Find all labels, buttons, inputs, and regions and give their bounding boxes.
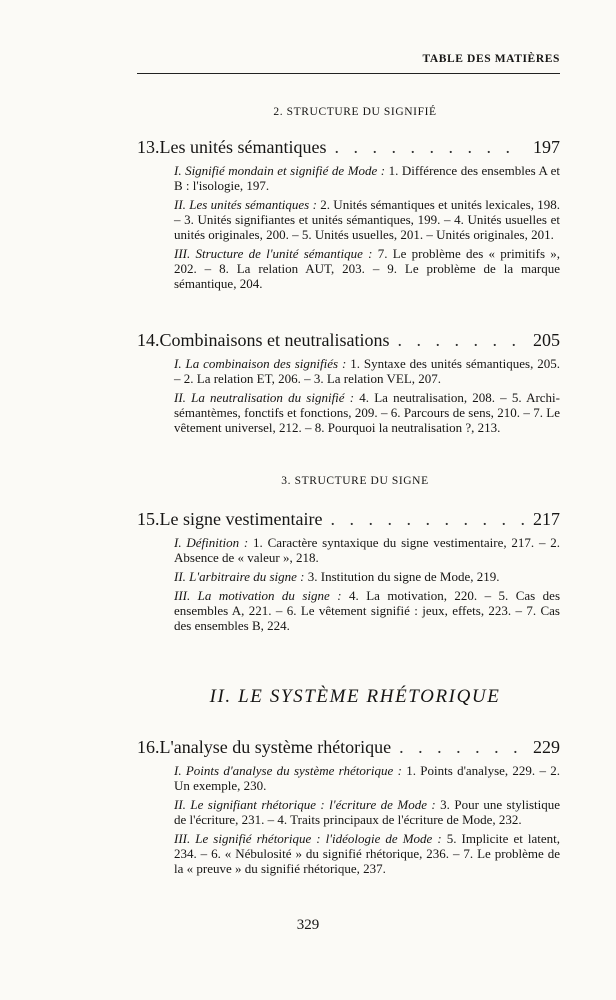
section-text: 3. Pour une stylistique de l'écriture, 231. – 4. Traits principaux de l'écriture de Mode, 232. <box>174 797 560 827</box>
section-entry <box>174 763 560 793</box>
section-label: I. Signifié mondain et signifié de Mode : <box>174 163 386 178</box>
chapter-page: 229 <box>533 737 560 757</box>
section-entry <box>174 535 560 565</box>
leader-dots <box>330 509 525 530</box>
leader-dots <box>399 737 525 758</box>
chapter-title: Combinaisons et neutralisations <box>159 330 390 350</box>
section-text: 4. La motivation, 220. – 5. Cas des ensembles A, 221. – 6. Le vêtement signifié : jeux, effets, 223. – 7. Cas des ensembles B, 224. <box>174 588 561 633</box>
chapter-page: 197 <box>533 137 560 157</box>
running-title: TABLE DES MATIÈRES <box>422 53 560 65</box>
chapter-16 <box>137 737 560 876</box>
chapter-number: 15. <box>137 509 160 529</box>
part-heading-signified: 2. STRUCTURE DU SIGNIFIÉ <box>273 106 437 118</box>
section-entry <box>174 831 560 876</box>
section-entry <box>174 356 560 386</box>
chapter-page: 217 <box>533 509 560 529</box>
section-label: III. Structure de l'unité sémantique : <box>174 246 373 261</box>
chapter-number: 14. <box>137 330 160 350</box>
section-text: 5. Implicite et latent, 234. – 6. « Nébulosité » du signifié rhétorique, 236. – 7. Le problème de la « preuve » du signifié rhétorique, 237. <box>174 831 560 876</box>
section-entry <box>174 797 560 827</box>
part-heading-sign: 3. STRUCTURE DU SIGNE <box>281 475 429 487</box>
leader-dots <box>397 330 525 351</box>
header-rule <box>137 73 560 74</box>
section-text: 1. Caractère syntaxique du signe vestimentaire, 217. – 2. Absence de « valeur », 218. <box>174 535 560 565</box>
section-text: 2. Unités sémantiques et unités lexicales, 198. – 3. Unités signifiantes et unités sémantiques, 199. – 4. Unités usuelles et unités originales, 200. – 5. Unités usuelles, 201. – Unités originales, 201. <box>174 197 561 242</box>
section-label: II. Les unités sémantiques : <box>174 197 317 212</box>
chapter-title: Les unités sémantiques <box>159 137 327 157</box>
section-entry <box>174 163 560 193</box>
leader-dots <box>334 137 525 158</box>
section-text: 4. La neutralisation, 208. – 5. Archi-sémantèmes, fonctifs et fonctions, 209. – 6. Parcours de sens, 210. – 7. Le vêtement universel, 212. – 8. Pourquoi la neutralisation ?, 213. <box>174 390 560 435</box>
chapter-14 <box>137 330 560 435</box>
chapter-15 <box>137 509 560 633</box>
chapter-13 <box>137 137 560 291</box>
part-heading-rhetorical: II. LE SYSTÈME RHÉTORIQUE <box>209 686 501 707</box>
section-entry <box>174 588 560 633</box>
section-label: I. La combinaison des signifiés : <box>174 356 347 371</box>
chapter-number: 13. <box>137 137 160 157</box>
section-label: III. La motivation du signe : <box>174 588 342 603</box>
chapter-number: 16. <box>137 737 160 757</box>
section-text: 1. Syntaxe des unités sémantiques, 205. – 2. La relation ET, 206. – 3. La relation VEL, 207. <box>174 356 560 386</box>
page-number: 329 <box>296 917 320 933</box>
section-entry <box>174 197 560 242</box>
section-label: I. Points d'analyse du système rhétorique : <box>174 763 402 778</box>
section-text: 3. Institution du signe de Mode, 219. <box>307 569 500 584</box>
section-text: 1. Points d'analyse, 229. – 2. Un exemple, 230. <box>174 763 561 793</box>
section-text: 1. Différence des ensembles A et B : l'isologie, 197. <box>174 163 560 193</box>
section-label: I. Définition : <box>174 535 249 550</box>
chapter-title: L'analyse du système rhétorique <box>159 737 392 757</box>
section-label: II. Le signifiant rhétorique : l'écriture de Mode : <box>174 797 436 812</box>
chapter-title: Le signe vestimentaire <box>159 509 323 529</box>
section-text: 7. Le problème des « primitifs », 202. – 8. La relation AUT, 203. – 9. Le problème de la marque sémantique, 204. <box>174 246 560 291</box>
chapter-page: 205 <box>533 330 560 350</box>
section-entry <box>174 246 560 291</box>
section-entry <box>174 569 560 584</box>
section-label: III. Le signifié rhétorique : l'idéologie de Mode : <box>174 831 442 846</box>
section-entry <box>174 390 560 435</box>
section-label: II. La neutralisation du signifié : <box>174 390 355 405</box>
section-label: II. L'arbitraire du signe : <box>174 569 305 584</box>
